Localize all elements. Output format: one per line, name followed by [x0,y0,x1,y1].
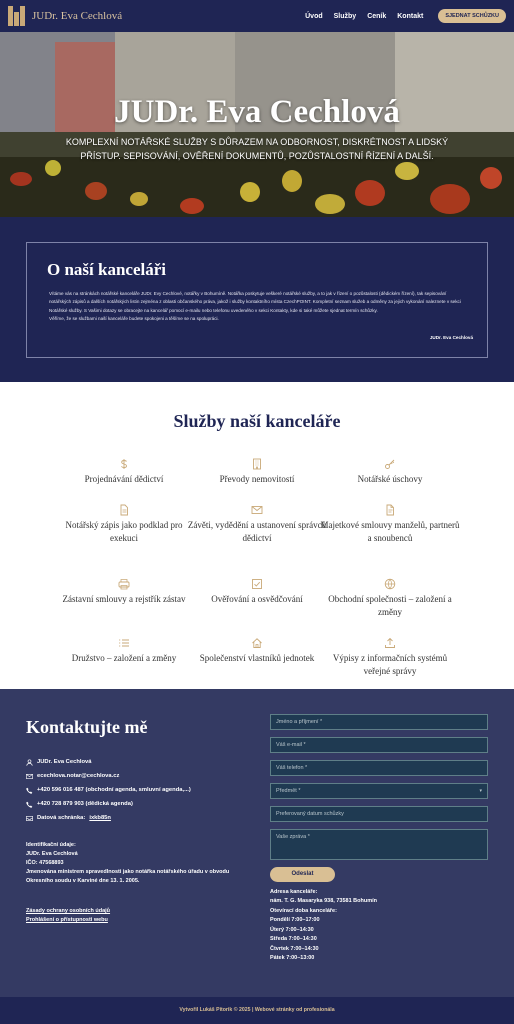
service-item[interactable]: Družstvo – založení a změny [54,637,194,665]
document-icon [118,504,130,516]
logo-text: JUDr. Eva Cechlová [32,10,123,22]
contact-databox: Datová schránka: ixkb85n [26,811,191,825]
contact-title: Kontaktujte mě [26,717,148,737]
envelope-icon [251,504,263,516]
nav-link-cenik[interactable]: Ceník [367,12,387,20]
printer-icon [118,578,130,590]
date-input[interactable]: Preferovaný datum schůzky [270,806,488,822]
service-item[interactable]: Obchodní společnosti – založení a změny [320,578,460,619]
user-icon [26,759,33,766]
nav-link-kontakt[interactable]: Kontakt [397,12,424,20]
service-item[interactable]: Společenství vlastníků jednotek [187,637,327,665]
databox-link[interactable]: ixkb85n [89,815,111,821]
service-item[interactable]: Výpisy z informačních systémů veřejné správy [320,637,460,678]
chevron-down-icon: ▾ [479,788,482,794]
phone-icon [26,801,33,808]
logo[interactable] [8,6,122,26]
office-info: Adresa kanceláře: nám. T. G. Masaryka 938, 73581 Bohumín Otevírací doba kanceláře: Pondělí 7:00–17:00 Úterý 7:00–14:30 Středa 7:00–14:30 Čtvrtek 7:00–14:30 Pátek 7:00–13:00 [270,888,377,964]
privacy-link[interactable]: Zásady ochrany osobních údajů [26,908,111,914]
name-input[interactable]: Jméno a příjmení * [270,714,488,730]
service-item[interactable]: Ověřování a osvědčování [187,578,327,606]
about-text [49,290,469,324]
message-textarea[interactable]: Vaše zpráva * [270,829,488,860]
upload-icon [384,637,396,649]
book-appointment-button[interactable]: SJEDNAT SCHŮZKU [438,9,506,23]
service-item[interactable]: Závěti, vydědění a ustanovení správců dědictví [187,504,327,545]
globe-icon [384,578,396,590]
legal-links [26,907,110,926]
services-title: Služby naší kanceláře [173,411,341,431]
about-signature: JUDr. Eva Cechlová [429,335,473,340]
hours-row: Středa 7:00–14:30 [270,936,317,943]
hours-row: Úterý 7:00–14:30 [270,926,314,933]
contact-list [26,755,191,825]
submit-button[interactable]: Odeslat [270,867,335,882]
subject-select[interactable]: Předmět * ▾ [270,783,488,799]
contact-phone-1[interactable]: +420 596 016 487 (obchodní agenda, smluvní agenda,...) [26,783,191,797]
service-item[interactable]: Majetkové smlouvy manželů, partnerů a snoubenců [320,504,460,545]
key-icon [384,458,396,470]
contact-name: JUDr. Eva Cechlová [26,755,191,769]
service-item[interactable]: Notářský zápis jako podklad pro exekuci [54,504,194,545]
phone-icon [26,787,33,794]
hours-row: Pondělí 7:00–17:00 [270,917,320,924]
service-item[interactable]: Zástavní smlouvy a rejstřík zástav [54,578,194,606]
envelope-icon [26,773,33,780]
identification: Identifikační údaje: JUDr. Eva Cechlová IČO: 47568893 Jmenována ministrem spravedlnosti jako notářka notářského úřadu v obvodu Okresního soudu v Karviné dne 13. 1. 2005. [26,842,230,885]
building-icon [251,458,263,470]
email-input[interactable]: Váš e-mail * [270,737,488,753]
footer-text[interactable]: Vytvořil Lukáš Pitorik © 2025 | Webové stránky od profesionála [179,1007,335,1013]
about-title: O naší kanceláři [47,260,167,279]
contact-email[interactable]: ecechlova.notar@cechlova.cz [26,769,191,783]
home-icon [251,637,263,649]
hero-title: JUDr. Eva Cechlová [114,94,400,130]
nav-links [305,9,506,23]
accessibility-link[interactable]: Prohlášení o přístupnosti webu [26,917,108,924]
about-paragraph: Vítáme vás na stránkách notářské kanceláře JUDr. Evy Cechlové, notářky v Bohumíně. Notářka poskytuje veškeré notářské služby, a to jak v řízení o pozůstalosti (dědickém řízení), tak sepisování notářských zápisů a dalších notářských listin zejména z oblasti občanského práva, jakož i služby kontaktního místa CzechPOINT. Kompletní seznam služeb a odměny za jejich vykonání naleznete v sekci Notářské služby. S Vašimi dotazy se obracejte na kancelář pomocí e-mailu nebo telefonu uvedeného v sekci Kontakty, kde si také můžete sjednat termín schůzky. [49,291,461,313]
logo-building-icon [8,6,28,26]
about-box [26,242,488,358]
dollar-icon [118,458,130,470]
top-navbar [0,0,514,32]
service-item[interactable]: Projednávání dědictví [54,458,194,486]
hours-row: Pátek 7:00–13:00 [270,955,315,962]
nav-link-sluzby[interactable]: Služby [333,12,357,20]
hero [0,32,514,217]
phone-input[interactable]: Váš telefon * [270,760,488,776]
hero-subtitle: KOMPLEXNÍ NOTÁŘSKÉ SLUŽBY S DŮRAZEM NA ODBORNOST, DISKRÉTNOST A LIDSKÝ PŘÍSTUP. SEPISOVÁNÍ, OVĚŘENÍ DOKUMENTŮ, POZŮSTALOSTNÍ ŘÍZENÍ A DALŠÍ. [65,137,449,161]
service-item[interactable]: Notářské úschovy [320,458,460,486]
list-icon [118,637,130,649]
hours-row: Čtvrtek 7:00–14:30 [270,945,319,952]
inbox-icon [26,815,33,822]
contact-section [0,689,514,997]
check-square-icon [251,578,263,590]
service-item[interactable]: Převody nemovitostí [187,458,327,486]
about-section [0,217,514,382]
contact-phone-2[interactable]: +420 728 879 903 (dědická agenda) [26,797,191,811]
services-section [0,382,514,689]
about-closing: Věříme, že se službami naší kanceláře budete spokojeni a těšíme se na spolupráci. [49,316,219,322]
nav-link-uvod[interactable]: Úvod [305,12,323,20]
file-icon [384,504,396,516]
footer [0,997,514,1024]
